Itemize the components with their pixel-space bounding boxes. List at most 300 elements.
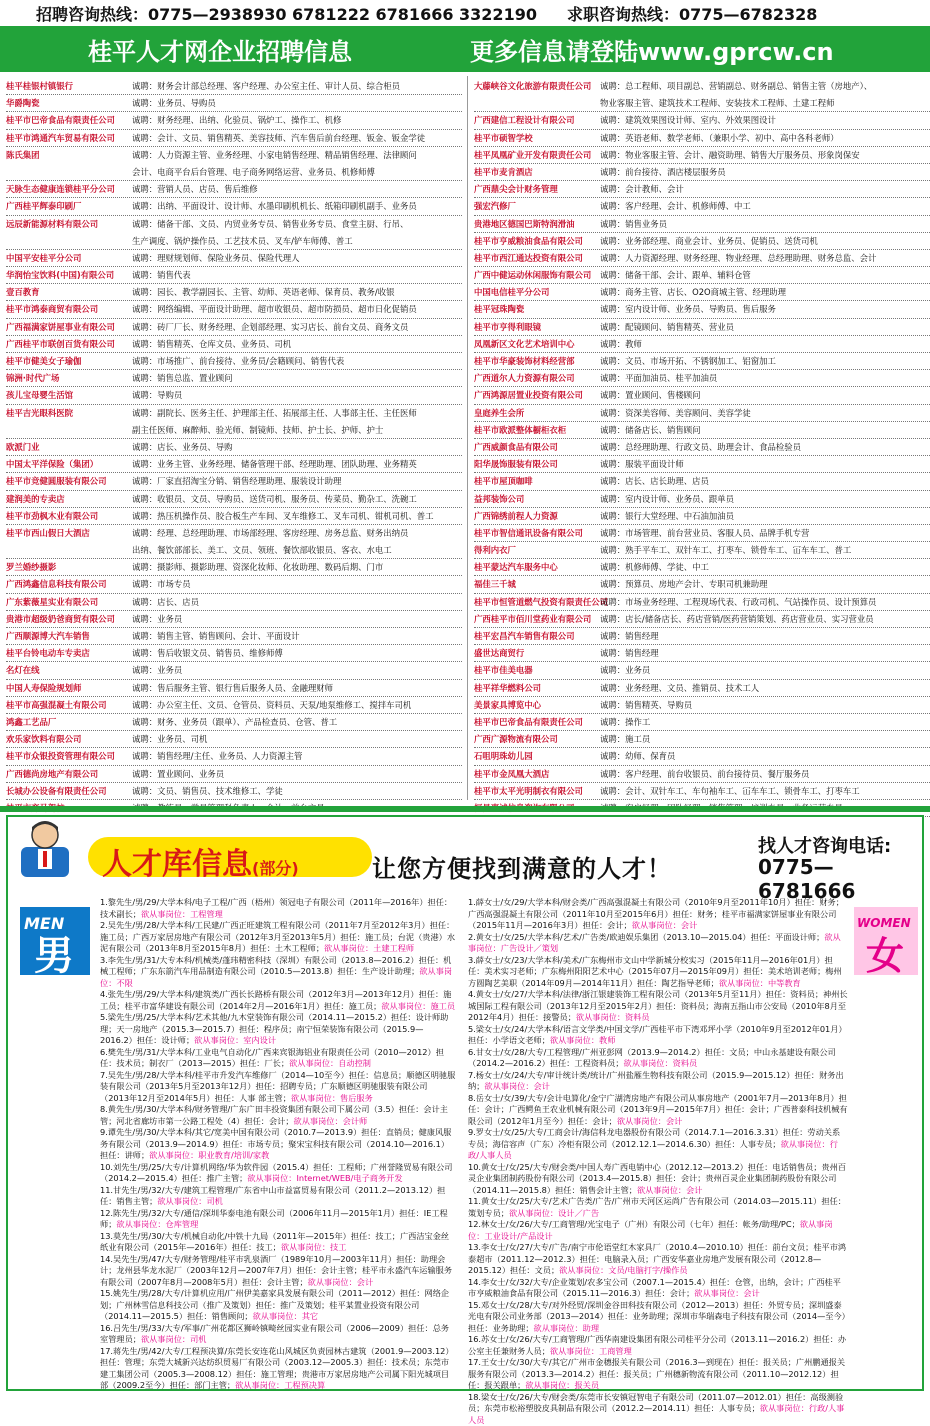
ad-row [474,473,930,490]
ad-row [474,147,930,164]
job-list: 诚聘：销售经理 [600,628,930,644]
desired-position: 欲从事岗位：会计 [617,1116,683,1126]
job-list: 诚聘：商务主管、店长、O2O商城主管、经理助理 [600,284,930,300]
desired-position: 欲从事岗位：其它 [253,1311,319,1321]
desired-position: 欲从事岗位：助理 [534,1323,600,1333]
job-list: 诚聘：厂家直招淘宝分销、销售经理助理、服装设计助理 [132,473,462,489]
company-name[interactable]: 桂平市鸿通汽车贸易有限公司 [6,130,132,146]
company-name[interactable]: 天脉生态健康连锁桂平分公司 [6,181,132,197]
talent-profile: 8.黄先生/男/30/大学本科/财务管理/广东广田丰投资集团有限公司下属公司（3.5）担任：会计主管；河北省廊坊市第一公路工程处（4）担任：会计； [100,1104,448,1126]
desired-position: 欲从事岗位：会计 [637,1185,703,1195]
company-name[interactable]: 桂平市巴帝食品有限责任公司 [474,714,600,730]
talent-entry[interactable] [100,1070,456,1105]
company-name[interactable]: 桂平市金凤凰大酒店 [474,766,600,782]
ad-row [6,731,462,748]
talent-title [102,839,299,883]
company-name[interactable]: 桂平市屋顶咖啡 [474,473,600,489]
company-name[interactable]: 名灯在线 [6,662,132,678]
job-list: 诚聘：销售经理/主任、业务员、人力资源主管 [132,748,462,764]
men-badge [20,907,90,975]
talent-profile: 16.苏女士/女/26/大专/工商管理/广西华南建设集团有限公司桂平分公司（2013.11—2016.2）担任：办公室主任兼财务人员； [468,1334,846,1356]
company-name[interactable]: 皇庭养生会所 [474,405,600,421]
men-en-label: MEN [24,914,65,933]
ad-row [474,164,930,181]
company-name[interactable]: 强宏汽修厂 [474,198,600,214]
talent-entry[interactable] [100,1012,456,1047]
ad-row [474,594,930,611]
talent-profile: 3.薛女士/女/23/大学本科/美术/广东梅州市文山中学新城分校实习（2015年11月—2016年01月）担任：美术实习老师；广东梅州阳阳艺术中心（2015年07月—2015年09月）担任：美术培训老师；梅州方圆陶艺美职（2014年09月—2014年11月）担任：陶艺指导老师； [468,955,842,988]
talent-entry[interactable] [468,1162,848,1197]
job-list: 诚聘：园长、教学副园长、主管、幼师、英语老师、保育员、教务/收银 [132,284,462,300]
talent-entry[interactable] [100,1208,456,1231]
desired-position: 欲从事岗位：文员/电脑打字/操作员 [559,1265,687,1275]
talent-entry[interactable] [468,1392,848,1426]
talent-profile: 5.梁女士/女/24/大学本科/语言文学类/中国文学/广西桂平市下湾邓坪小学（2010年9月至2012年01月）担任：小学语文老师； [468,1024,847,1046]
talent-slogan: 让您方便找到满意的人才！ [372,849,672,884]
talent-profile: 2.吴先生/男/28/大学本科/工民建/广西正旺建筑工程有限公司（2011年7月至2012年3月）担任：施工员；广西万家居房地产有限公司（2012年3月至2013年5月）担任：施工员；台泥（贵港）水泥有限公司（2013年8月至2015年8月）担任：土木工程师； [100,920,455,953]
company-name[interactable]: 桂平市欧派整体橱柜衣柜 [474,422,600,438]
ad-row [474,766,930,783]
company-name[interactable]: 桂平市恒管道燃气投资有限责任公司 [474,594,600,610]
ad-row [474,198,930,215]
job-list: 生产调度、锅炉操作员、工艺技术员、叉车/铲车师傅、普工 [132,233,462,249]
ad-row [6,680,462,697]
desired-position: 欲从事岗位：售后服务 [291,1093,373,1103]
ad-row [474,284,930,301]
company-name[interactable]: 桂平市亨威粮油食品有限公司 [474,233,600,249]
talent-profile: 14.吴先生/男/47/大专/财务管理/桂平市乳泉酒厂（1989年10月—2003年11月）担任：助理会计；龙州县华龙水泥厂（2003年12月—2007年7月）担任：会计主管；桂平市永盛汽车运输服务有限公司（2007年8月—2008年5月）担任：会计主管； [100,1254,452,1287]
ad-row [474,78,930,95]
job-list: 诚聘：销售业务员 [600,216,930,232]
talent-entry[interactable] [100,1254,456,1289]
ad-row [6,301,462,318]
company-name[interactable]: 桂平台铃电动车专卖店 [6,645,132,661]
ad-row [6,130,462,147]
ad-row [474,491,930,508]
talent-profile: 5.梁先生/男/25/大学本科/艺术其他/九木堂装饰有限公司（2014.11—2015.2）担任：设计师助理；天一房地产（2015.3—2015.7）担任：程序员；南宁恒荣装饰有限公司（2015.9—2016.2）担任：设计师； [100,1012,448,1045]
company-name[interactable]: 桂平市鸿泰商贸有限公司 [6,301,132,317]
company-name[interactable]: 桂平宏昌汽车销售有限公司 [474,628,600,644]
company-name[interactable] [6,422,132,438]
company-name[interactable]: 桂平市健美女子瑜伽 [6,353,132,369]
ad-row [6,95,462,112]
company-name[interactable] [6,542,132,558]
desired-position: 欲从事岗位：会计 [308,1277,374,1287]
talent-entry[interactable] [468,1242,848,1277]
ad-row [6,250,462,267]
job-list: 诚聘：文员、市场开拓、不锈钢加工、铝窗加工 [600,353,930,369]
company-name[interactable]: 广东紫薇星实业有限公司 [6,594,132,610]
company-name[interactable]: 壹百教育 [6,284,132,300]
job-list: 诚聘：文员、销售员、技术维修工、学徒 [132,783,462,799]
job-list: 诚聘：销售经理 [600,645,930,661]
ad-row [6,783,462,800]
company-name[interactable]: 桂平市巴帝食品有限责任公司 [6,112,132,128]
company-name[interactable] [474,95,600,111]
job-list: 诚聘：室内设计师、业务员、导购员、售后服务 [600,301,930,317]
job-list: 诚聘：热压机操作员、胶合板生产车间、叉车维修工、叉车司机、钳机司机、普工 [132,508,462,524]
talent-title-part: (部分) [252,859,299,878]
banner-title: 桂平人才网企业招聘信息 [88,32,352,67]
talent-profile: 15.姚先生/男/28/大专/计算机应用/广州伊美嘉家具发展有限公司（2011—2012）担任：网络企划；广州林雪信息科技公司（推广及策划）担任：推广及策划；桂平某置业投资有限公司（2014.11—2015.5）担任：销售顾问； [100,1288,449,1321]
company-name[interactable]: 罗兰婚纱摄影 [6,559,132,575]
ad-row [474,422,930,439]
talent-entry[interactable] [468,897,848,932]
talent-entry[interactable] [468,1196,848,1219]
talent-entry[interactable] [100,1104,456,1127]
ad-row [474,216,930,233]
company-name[interactable]: 广西锦绣前程人力资源 [474,508,600,524]
desired-position: 欲从事岗位：技工 [281,1242,347,1252]
desired-position: 欲从事岗位：会计 [632,920,698,930]
talent-entry[interactable] [468,932,848,955]
talent-profile: 7.吴先生/男/28/大学本科/桂平市升发汽车维修厂（2014—10至今）担任：信息员；顺德区明驰服装有限公司（2013年5月至2013年12月）担任：招聘专员；广东顺德区明驰服装有限公司（2013年12月至2014年5月）担任：人事 部主管； [100,1070,455,1103]
ad-row [6,78,462,95]
company-name[interactable]: 桂平市亨得利眼镜 [474,319,600,335]
company-name[interactable]: 桂平祥华燃料公司 [474,680,600,696]
job-list: 诚聘：网络编辑、平面设计助理、超市收银员、超市防损员、超市日化促销员 [132,301,462,317]
company-name[interactable]: 贵港市超级奶爸商贸有限公司 [6,611,132,627]
company-name[interactable]: 华爵陶瓷 [6,95,132,111]
talent-entry[interactable] [468,989,848,1024]
company-name[interactable]: 广西广源物流有限公司 [474,731,600,747]
company-name[interactable]: 鸿鑫工艺品厂 [6,714,132,730]
ad-row [6,267,462,284]
ad-row [474,783,930,800]
ad-row [6,576,462,593]
company-name[interactable]: 石咀明珠幼儿园 [474,748,600,764]
company-name[interactable]: 桂平蒙达汽车服务中心 [474,559,600,575]
desired-position: 欲从事岗位：会计师 [294,1116,368,1126]
ad-row [6,387,462,404]
company-name[interactable]: 中国电信桂平分公司 [474,284,600,300]
job-list: 诚聘：配镜顾问、销售精英、营业员 [600,319,930,335]
company-name[interactable]: 华润怡宝饮料(中国)有限公司 [6,267,132,283]
job-list: 诚聘：施工员 [600,731,930,747]
company-name[interactable]: 广西道尔人力资源有限公司 [474,370,600,386]
desired-position: 欲从事岗位：会计 [694,1288,760,1298]
company-name[interactable]: 凤凰新区文化艺术培训中心 [474,336,600,352]
company-name[interactable]: 美景家具博览中心 [474,697,600,713]
talent-entry[interactable] [468,1300,848,1335]
job-list: 诚聘：操作工 [600,714,930,730]
desired-position: 欲从事岗位：施工员 [381,1001,455,1011]
job-list: 诚聘：经理、总经理助理、市场部经理、客房经理、房务总监、财务出纳员 [132,525,462,542]
desired-position: 欲从事岗位：行政/人事人员 [468,1403,844,1425]
company-name[interactable]: 建润美的专卖店 [6,491,132,507]
job-list: 诚聘：销售代表 [132,267,462,283]
talent-entry[interactable] [468,1277,848,1300]
desired-position: 欲从事岗位：仓库管理 [116,1219,198,1229]
desired-position: 欲从事岗位：会计 [484,1081,550,1091]
talent-entry[interactable] [468,1357,848,1392]
company-name[interactable]: 广西德尚房地产有限公司 [6,766,132,782]
company-name[interactable]: 盛世达商贸行 [474,645,600,661]
ad-row [474,439,930,456]
company-name[interactable] [6,233,132,249]
company-name[interactable]: 桂平市智信通讯设备有限公司 [474,525,600,541]
job-list: 诚聘：店长、店员 [132,594,462,610]
recruit-hotline: 招聘咨询热线：0775—2938930 6781222 6781666 3322190 [36,2,537,25]
company-name[interactable]: 广西鸿源居置业投资有限公司 [474,387,600,403]
job-list: 诚聘：销售精英、仓库文员、业务员、司机 [132,336,462,352]
job-list: 诚聘：销售总监、置业顾问 [132,370,462,386]
company-name[interactable]: 远辰新能源材料有限公司 [6,216,132,233]
talent-profile: 13.莫先生/男/30/大专/机械自动化/中铁十九局（2011年—2015年）担任：技工；广西洁宝金丝纸业有限公司（2015年—2016年）担任：技工； [100,1231,449,1253]
job-list: 诚聘：熟手平车工、双针车工、打枣车、锁骨车工、冚车车工、普工 [600,542,930,558]
company-name[interactable]: 广西顺源博大汽车销售 [6,628,132,644]
talent-entry[interactable] [100,1323,456,1346]
job-list: 诚聘：出纳、平面设计、设计师、水墨印刷机机长、纸箱印刷机副手、业务员 [132,198,462,214]
job-list: 诚聘：业务主管、业务经理、储备管理干部、经理助理、团队助理、业务精英 [132,456,462,472]
talent-profile: 4.张先生/男/29/大学本科/建筑类/广西长长路桥有限公司（2012年3月—2013年12月）担任：施工员；桂平市富华建设有限公司（2014年2月—2016年1月）担任：施工员； [100,989,451,1011]
talent-profile: 8.岳女士/女/39/大专/会计电算化/金宁广湖湾房地产有限公司从事房地产（2001年7月—2013年8月）担任：会计；广西鳄鱼王农业机械有限公司（2013年9月—2015年7月）担任：会计；广西普泰科技机械有限公司（2012年1月至今）担任：会计； [468,1093,848,1126]
company-name[interactable]: 桂平市劲枫木业有限公司 [6,508,132,524]
desired-position: 欲从事岗位：自动控制 [289,1058,371,1068]
company-name[interactable] [6,164,132,180]
talent-entry[interactable] [100,955,456,990]
job-list: 诚聘：收银员、文员、导购员、送货司机、服务员、传菜员、勤杂工、洗碗工 [132,491,462,507]
ad-row [6,628,462,645]
ad-row [474,697,930,714]
contact-number: 0775—6781666 [758,855,922,903]
desired-position: 欲从事岗位：司机 [141,1334,207,1344]
banner-website[interactable]: 更多信息请登陆www.gprcw.cn [470,32,834,67]
desired-position: 欲从事岗位：报关员 [525,1380,599,1390]
ad-row [474,336,930,353]
ad-row [6,336,462,353]
talent-entry[interactable] [468,1047,848,1070]
ad-row [6,181,462,198]
company-name[interactable]: 中国太平洋保险（集团） [6,456,132,472]
company-name[interactable]: 桂平市太平光明制衣有限公司 [474,783,600,799]
ad-row [6,439,462,456]
talent-entry[interactable] [100,1162,456,1185]
company-name[interactable]: 桂平市竞健圆服装有限公司 [6,473,132,489]
company-name[interactable]: 桂平凤凰矿业开发有限责任公司 [474,147,600,163]
talent-profile: 9.罗女士/女/25/大专/工商会计/海信科龙电器股份有限公司（2014.7.1—2016.3.31）担任：劳动关系专员；海信容声（广东）冷柜有限公司（2012.12.1—2014.6.30）担任：人事专员； [468,1127,840,1149]
women-badge [854,907,918,975]
women-cn-label: 女 [866,934,904,978]
job-list: 诚聘：幼师、保育员 [600,748,930,764]
job-list: 诚聘：预算员、房地产会计、专职司机兼助理 [600,576,930,592]
job-list: 诚聘：店长、业务员、导购 [132,439,462,455]
company-name[interactable]: 广西桂平市联创百货有限公司 [6,336,132,352]
ad-row [6,216,462,233]
ad-row [6,542,462,559]
job-list: 诚聘：机修师傅、学徒、中工 [600,559,930,575]
company-name[interactable]: 锦洲·时代广场 [6,370,132,386]
job-list: 诚聘：办公室主任、文员、仓管员、资料员、天泵/地泵维修工、搅拌车司机 [132,697,462,713]
job-list: 诚聘：销售精英、导购员 [600,697,930,713]
company-name[interactable]: 桂平桂银村镇银行 [6,78,132,94]
talent-header [8,817,922,887]
company-name[interactable]: 桂平市麦肯酒店 [474,164,600,180]
company-name[interactable]: 广西桂平市佰川堂药业有限公司 [474,611,600,627]
ad-row [474,680,930,697]
company-name[interactable]: 广西鼎尖会计财务管理 [474,181,600,197]
talent-entry[interactable] [468,1219,848,1242]
ad-row [6,198,462,215]
ad-row [6,748,462,765]
job-list: 诚聘：室内设计师、业务员、跟单员 [600,491,930,507]
talent-entry[interactable] [468,1127,848,1162]
ad-row [6,611,462,628]
company-name[interactable]: 益邦装饰公司 [474,491,600,507]
job-list: 诚聘：业务员、导购员 [132,95,462,111]
ad-row [6,319,462,336]
ad-row [474,525,930,542]
talent-entry[interactable] [468,1070,848,1093]
talent-profile: 6.樊先生/男/31/大学本科/工业电气自动化/广西来宾银海铝业有限责任公司（2010—2012）担任：技术员；制衣厂（2013—2015）担任：厂长； [100,1047,444,1069]
talent-profile: 4.黄女士/女/27/大学本科/法律/浙江银建装饰工程有限公司（2013年5月至11月）担任：资料员；神州长城国际工程有限公司（2013年12月至2015年2月）担任：资料员；海南五指山市公安局（2010年8月至2012年4月）担任：接警员； [468,989,848,1022]
talent-entry[interactable] [100,1231,456,1254]
desired-position: 欲从事岗位：Internet/WEB/电子商务开发 [247,1173,402,1183]
ad-row [6,284,462,301]
ad-row [474,250,930,267]
header-banner [0,26,930,72]
job-list: 诚聘：客户经理、会计、机修师傅、中工 [600,198,930,214]
talent-entry[interactable] [468,1024,848,1047]
company-name[interactable]: 贵港地区德国巴斯特润滑油 [474,216,600,232]
ad-row [474,181,930,198]
job-list: 诚聘：售后收银文员、销售员、维修师傅 [132,645,462,661]
ad-row [6,473,462,490]
talent-title-text: 人才库信息 [102,847,252,882]
job-list: 诚聘：营销人员、店员、售后维修 [132,181,462,197]
left-ad-list [6,78,462,817]
ad-row [474,405,930,422]
company-name[interactable]: 广西桂平辉泰印刷厂 [6,198,132,214]
job-list: 诚聘：业务员 [132,611,462,627]
company-name[interactable]: 阳华晟饰服装有限公司 [474,456,600,472]
ad-row [6,456,462,473]
talent-entry[interactable] [468,1334,848,1357]
company-name[interactable]: 福佳三千城 [474,576,600,592]
talent-entry[interactable] [468,955,848,990]
company-name[interactable]: 欢乐家饮料有限公司 [6,731,132,747]
job-list: 诚聘：财务会计部总经理、客户经理、办公室主任、审计人员、综合柜员 [132,78,462,94]
company-name[interactable]: 中国人寿保险规划师 [6,680,132,696]
job-list: 诚聘：业务员 [600,662,930,678]
talent-profile: 10.黄女士/女/25/大专/财会类/中国人寿广西电销中心（2012.12—2013.2）担任：电话销售员；贵州百灵企业集团制药股份有限公司（2013.4—2015.8）担任：会计；贵州百灵企业集团制药股份有限公司（2014.11—2015.8）担任：销售会计主管； [468,1162,846,1195]
talent-entry[interactable] [100,920,456,955]
ad-row [474,559,930,576]
ad-row [6,645,462,662]
job-list: 诚聘：总经理助理、行政文员、助理会计、食品检验员 [600,439,930,455]
company-name[interactable]: 桂平冠珠陶瓷 [474,301,600,317]
job-list: 诚聘：市场管理、前台营业员、客服人员、品牌手机专营 [600,525,930,541]
desired-position: 欲从事岗位：中等教育 [719,978,801,988]
ad-row [474,95,930,112]
company-name[interactable]: 桂平市华豪装饰材料经营部 [474,353,600,369]
talent-entry[interactable] [100,1127,456,1162]
ad-row [6,508,462,525]
job-list: 诚聘：财务、业务员（跟单）、产品检查员、仓管、普工 [132,714,462,730]
right-ad-list [474,78,930,817]
job-list: 诚聘：储备干部、会计、跟单、辅料仓管 [600,267,930,283]
talent-profile: 17.王女士/女/30/大专/其它/广州市金穗报关有限公司（2016.3—到现在）担任：报关员；广州鹏通报关服务有限公司（2013.3—2014.2）担任：报关员；广州穗新物流有限公司（2011.10—2012.12）担任：报关跟单； [468,1357,845,1390]
desired-position: 欲从事岗位：不限 [100,966,452,988]
talent-entry[interactable] [100,989,456,1012]
job-list: 诚聘：英语老师、数学老师、（兼职小学、初中、高中各科老师） [600,130,930,146]
company-name[interactable]: 长城办公设备有限责任公司 [6,783,132,799]
ad-row [6,559,462,576]
ad-row [6,370,462,387]
talent-profile: 13.李女士/女/27/大专/广告/南宁市伦语堂红木家具厂（2010.4—2010.10）担任：前台文员；桂平市鸿泰超市（2011.12—2012.3）担任：电脑录入员；广西安华嘉业房地产发展有限公司（2012.8—2015.12）担任：文员； [468,1242,846,1275]
company-name[interactable]: 桂平市西江通达投资有限公司 [474,250,600,266]
ad-row [6,714,462,731]
job-list: 诚聘：人力资源经理、财务经理、物业经理、总经理助理、财务总监、会计 [600,250,930,266]
desired-position: 欲从事岗位：工商管理 [550,1346,632,1356]
ad-row [474,370,930,387]
job-list: 诚聘：业务员、司机 [132,731,462,747]
company-name[interactable]: 桂平市高强混凝土有限公司 [6,697,132,713]
company-name[interactable]: 孩儿宝母婴生活馆 [6,387,132,403]
company-name[interactable]: 桂平市佳美电器 [474,662,600,678]
job-list: 诚聘：导购员 [132,387,462,403]
column-divider [467,76,468,800]
talent-entry[interactable] [100,1346,456,1392]
company-name[interactable]: 欧派门业 [6,439,132,455]
company-name[interactable]: 中国平安桂平分公司 [6,250,132,266]
talent-profile: 10.刘先生/男/25/大专/计算机网络/华为软件园（2015.4）担任：工程师；广州誉隆贸易有限公司（2014.2—2015.4）担任：推广主管； [100,1162,452,1184]
job-list: 诚聘：银行大堂经理、中石油加油员 [600,508,930,524]
ad-row [6,112,462,129]
talent-entry[interactable] [100,1047,456,1070]
job-list: 诚聘：教师 [600,336,930,352]
desired-position: 欲从事岗位：工程管理 [141,909,223,919]
ad-row [6,233,462,250]
talent-entry[interactable] [100,1288,456,1323]
job-list: 诚聘：摄影师、摄影助理、资深化妆师、化妆助理、数码后期、门市 [132,559,462,575]
company-name[interactable]: 广西建信工程设计有限公司 [474,112,600,128]
job-list: 诚聘：会计、文员、销售精英、美容技师、汽车售后前台经理、钣金、钣金学徒 [132,130,462,146]
ad-row [474,301,930,318]
ad-row [474,645,930,662]
talent-entry[interactable] [100,897,456,920]
talent-profile: 11.黄女士/女/25/大专/艺术广告类/广告/广州市天河区运尚广告有限公司（2014.03—2015.11）担任：策划专员； [468,1196,846,1218]
men-talent-list [100,897,456,1392]
talent-profile: 3.李先生/男/31/大专本科/机械类/蓬玮精密科技（深圳）有限公司（2013.8—2016.2）担任：机械工程师；广东东箭汽车用品制造有限公司（2010.5—2013.8）担任：生产设计助理； [100,955,451,977]
job-list: 物业客服主管、建筑技术工程师、安装技术工程师、土建工程师 [600,95,930,111]
job-list: 诚聘：平面加油员、桂平加油员 [600,370,930,386]
company-name[interactable]: 广西福满家饼屋事业有限公司 [6,319,132,335]
talent-entry[interactable] [100,1185,456,1208]
company-name[interactable]: 广西鸿鑫信息科技有限公司 [6,576,132,592]
company-name[interactable]: 得利内衣厂 [474,542,600,558]
company-name[interactable]: 桂平市硕智学校 [474,130,600,146]
job-list: 诚聘：置业顾问、售楼顾问 [600,387,930,403]
talent-profile: 17.蒋先生/男/42/大专/工程预决算/东莞长安连花山风城区负责园林古建筑（2001.9—2003.12）担任：管理；东莞大城新兴达纺织贸易厂有限公司（2003.12—2005.3）担任：技术员；东莞市建工集团公司（2005.3—2008.12）担任：施工管理；贵港市万家居房地产公司属下阳光城项目部（2009.2至今）担任：部门主管； [100,1346,454,1391]
company-name[interactable]: 桂平市西山假日大酒店 [6,525,132,542]
ad-row [6,164,462,181]
talent-entry[interactable] [468,1093,848,1128]
company-name[interactable]: 大藤峡谷文化旅游有限责任公司 [474,78,600,95]
talent-profile: 14.李女士/女/32/大专/企业策划/农多宝公司（2007.1—2015.4）担任：仓管，出纳，会计；广西桂平市亨威粮油食品有限公司（2015.11—2016.3）担任：会计； [468,1277,841,1299]
company-name[interactable]: 桂平市众银投资管理有限公司 [6,748,132,764]
company-name[interactable]: 广西威颜食品有限公司 [474,439,600,455]
ad-row [6,147,462,164]
company-name[interactable]: 桂平吉光眼科医院 [6,405,132,422]
company-name[interactable]: 陈氏集团 [6,147,132,164]
job-list: 诚聘：储备干部、文员、内贸业务专员、销售业务专员、食堂主厨、行吊、 [132,216,462,233]
talent-profile: 1.薛女士/女/29/大学本科/财会类/广西高强混凝土有限公司（2010年9月至2011年10月）担任：财务；广西高强混凝土有限公司（2011年10月至2015年6月）担任：财务；桂平市福满家饼屋事业有限公司（2015年11月—2016年3月）担任：会计； [468,897,844,930]
ad-row [474,576,930,593]
job-list: 会计、电商平台后台管理、电子商务网络运营、业务员、机修师傅 [132,164,462,180]
ad-row [474,628,930,645]
company-name[interactable]: 广西中健运动休闲服饰有限公司 [474,267,600,283]
